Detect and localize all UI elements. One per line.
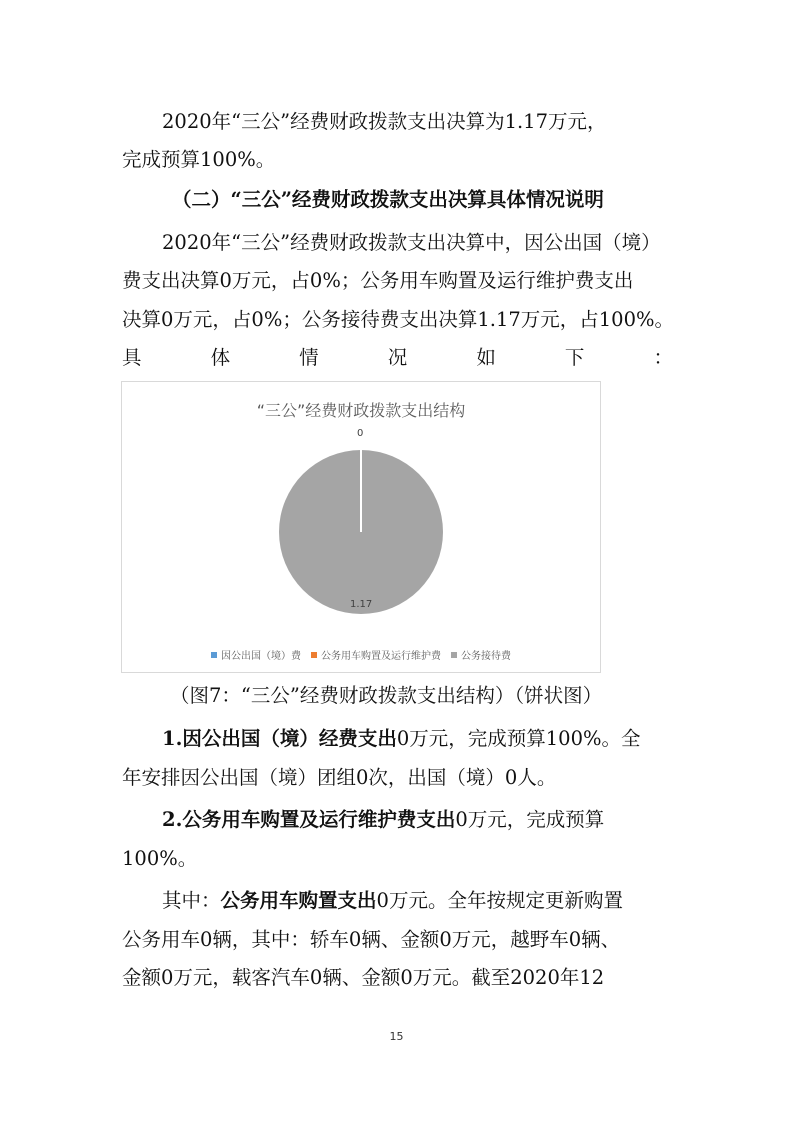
paragraph-line: 决算0万元，占0%；公务接待费支出决算1.17万元，占100%。 — [122, 308, 675, 331]
legend-label: 因公出国（境）费 — [221, 651, 301, 662]
char: 如 — [476, 346, 496, 369]
section-text: 0万元，完成预算100%。全 — [396, 727, 641, 750]
char: 具 — [122, 346, 142, 369]
paragraph-line: 完成预算100%。 — [122, 148, 276, 171]
char: 体 — [210, 346, 231, 369]
legend-swatch-blue — [211, 652, 217, 658]
section-text: 0万元，完成预算 — [455, 808, 605, 831]
paragraph-line — [162, 891, 673, 911]
char: ： — [653, 346, 673, 369]
data-label-vehicle: 0 — [357, 428, 364, 439]
paragraph-line: 100%。 — [122, 847, 198, 870]
paragraph-line: 公务用车0辆，其中：轿车0辆、金额0万元，越野车0辆、 — [122, 928, 621, 951]
paragraph-line: 费支出决算0万元，占0%；公务用车购置及运行维护费支出 — [122, 269, 634, 292]
section-label: 1.因公出国（境）经费支出 — [162, 727, 397, 750]
paragraph-line — [162, 729, 673, 749]
chart-legend — [122, 647, 600, 662]
char: 下 — [564, 346, 585, 369]
section-text: 0万元。全年按规定更新购置 — [376, 889, 623, 912]
legend-item — [211, 647, 301, 662]
legend-item — [451, 647, 511, 662]
legend-label: 公务接待费 — [461, 651, 511, 662]
legend-item — [311, 647, 441, 662]
paragraph-line — [162, 810, 673, 830]
section-heading: （二）“三公”经费财政拨款支出决算具体情况说明 — [172, 188, 604, 211]
section-prefix: 其中： — [162, 889, 221, 912]
figure-caption: （图7：“三公”经费财政拨款支出结构）（饼状图） — [170, 684, 603, 707]
paragraph-line: 金额0万元，载客汽车0辆、金额0万元。截至2020年12 — [122, 966, 605, 989]
legend-label: 公务用车购置及运行维护费 — [321, 651, 441, 662]
chart-title: “三公”经费财政拨款支出结构 — [256, 401, 466, 420]
pie-chart — [121, 381, 601, 673]
legend-swatch-orange — [311, 652, 317, 658]
data-label-reception: 1.17 — [350, 599, 373, 610]
legend-swatch-gray — [451, 652, 457, 658]
paragraph-line: 2020年“三公”经费财政拨款支出决算为1.17万元， — [162, 110, 607, 133]
section-label: 2.公务用车购置及运行维护费支出 — [162, 808, 456, 831]
char: 况 — [387, 346, 408, 369]
paragraph-line: 年安排因公出国（境）团组0次，出国（境）0人。 — [122, 766, 557, 789]
paragraph-line-justified — [122, 348, 673, 368]
char: 情 — [299, 346, 319, 369]
paragraph-line: 2020年“三公”经费财政拨款支出决算中，因公出国（境） — [162, 231, 661, 254]
section-label: 公务用车购置支出 — [220, 889, 377, 912]
page-number: 15 — [389, 1030, 404, 1043]
